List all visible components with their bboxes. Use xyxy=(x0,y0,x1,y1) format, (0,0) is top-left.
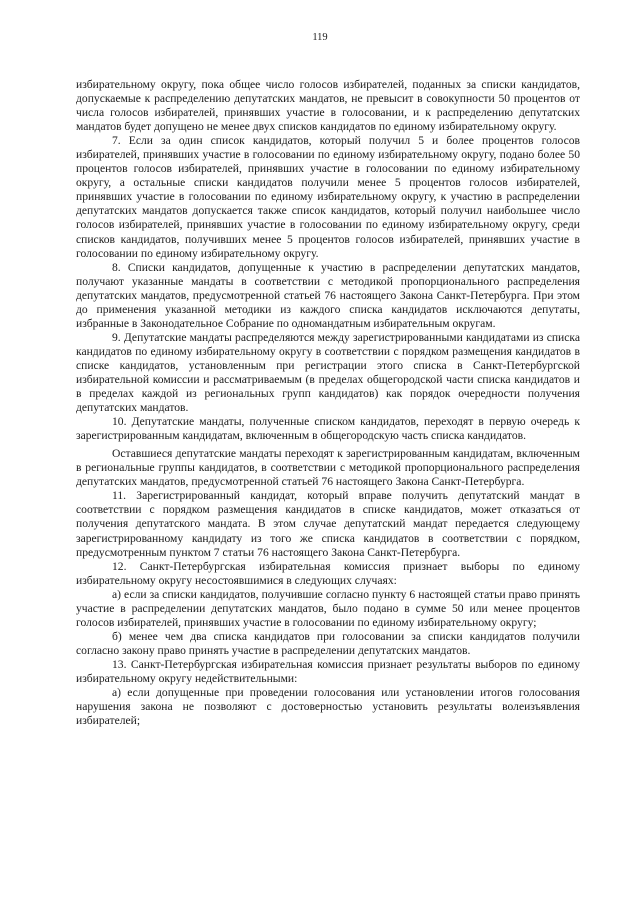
paragraph-item-8: 8. Списки кандидатов, допущенные к участию в распределении депутатских мандатов, получают указанные мандаты в соответствии с методикой пропорционального распределения депутатских мандатов, предусмотренной статьей 76 настоящего Закона Санкт-Петербурга. При этом до применения указанной методики из каждого списка кандидатов исключаются депутаты, избранные в Законодательное Собрание по одномандатным избирательным округам. xyxy=(76,260,580,330)
paragraph-item-11: 11. Зарегистрированный кандидат, который вправе получить депутатский мандат в соответствии с порядком размещения кандидатов в списке кандидатов, может отказаться от получения депутатского мандата. В этом случае депутатский мандат передается следующему зарегистрированному кандидату из того же списка кандидатов в соответствии с порядком, предусмотренным пунктом 7 статьи 76 настоящего Закона Санкт-Петербурга. xyxy=(76,489,580,559)
paragraph-item-13: 13. Санкт-Петербургская избирательная комиссия признает результаты выборов по единому избирательному округу недействительными: xyxy=(76,657,580,685)
paragraph-item-13-a: а) если допущенные при проведении голосования или установлении итогов голосования нарушения закона не позволяют с достоверностью установить результаты волеизъявления избирателей; xyxy=(76,686,580,728)
paragraph-item-10-continued: Оставшиеся депутатские мандаты переходят к зарегистрированным кандидатам, включенным в региональные группы кандидатов, в соответствии с методикой пропорционального распределения депутатских мандатов, предусмотренной статьей 76 настоящего Закона Санкт-Петербурга. xyxy=(76,447,580,489)
paragraph-item-10: 10. Депутатские мандаты, полученные списком кандидатов, переходят в первую очередь к зарегистрированным кандидатам, включенным в общегородскую часть списка кандидатов. xyxy=(76,415,580,443)
paragraph-item-9: 9. Депутатские мандаты распределяются между зарегистрированными кандидатами из списка кандидатов по единому избирательному округу в соответствии с порядком размещения кандидатов в списке кандидатов, установленным при регистрации этого списка в Санкт-Петербургской избирательной комиссии и рассматриваемым (в пределах общегородской части списка кандидатов и в пределах каждой из региональных групп кандидатов) как порядок очередности получения депутатских мандатов. xyxy=(76,330,580,415)
paragraph-item-12: 12. Санкт-Петербургская избирательная комиссия признает выборы по единому избирательному округу несостоявшимися в следующих случаях: xyxy=(76,559,580,587)
document-body xyxy=(76,78,580,728)
paragraph-item-12-a: а) если за списки кандидатов, получившие согласно пункту 6 настоящей статьи право принять участие в распределении депутатских мандатов, было подано в сумме 50 или менее процентов голосов избирателей, принявших участие в голосовании по единому избирательному округу; xyxy=(76,587,580,629)
paragraph-item-7: 7. Если за один список кандидатов, который получил 5 и более процентов голосов избирателей, принявших участие в голосовании по единому избирательному округу, подано более 50 процентов голосов избирателей, принявших участие в голосовании по единому избирательному округу, а остальные списки кандидатов получили менее 5 процентов голосов избирателей, принявших участие в голосовании по единому избирательному округу, к участию в распределении депутатских мандатов допускается также список кандидатов, который получил наибольшее число голосов избирателей, принявших участие в голосовании по единому избирательному округу, среди списков кандидатов, получивших менее 5 процентов голосов избирателей, принявших участие в голосовании по единому избирательному округу. xyxy=(76,134,580,260)
paragraph-item-12-b: б) менее чем два списка кандидатов при голосовании за списки кандидатов получили согласно закону право принять участие в распределении депутатских мандатов. xyxy=(76,629,580,657)
page-number: 119 xyxy=(312,32,328,43)
paragraph-continuation: избирательному округу, пока общее число голосов избирателей, поданных за списки кандидатов, допускаемые к распределению депутатских мандатов, не превысит в совокупности 50 процентов от числа голосов избирателей, принявших участие в голосовании, и к распределению депутатских мандатов будет допущено не менее двух списков кандидатов по единому избирательному округу. xyxy=(76,78,580,134)
